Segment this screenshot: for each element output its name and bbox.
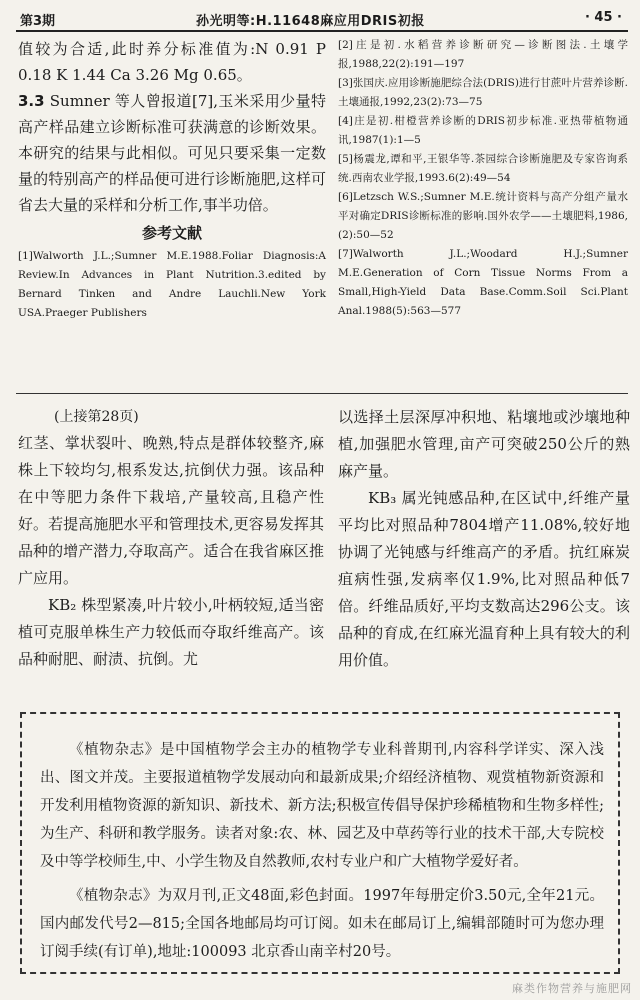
reference-item: [2]庄是初.水稻营养诊断研究—诊断图法.土壤学报,1988,22(2):191—197	[338, 39, 628, 70]
continued-note: (上接第28页)	[54, 409, 139, 425]
reference-item: [3]张国庆.应用诊断施肥综合法(DRIS)进行甘蔗叶片营养诊断.土壤通报,1992,23(2):73—75	[338, 77, 628, 108]
variety-paragraph: 红茎、掌状裂叶、晚熟,特点是群体较整齐,麻株上下较均匀,根系发达,抗倒伏力强。该品种在中等肥力条件下栽培,产量较高,且稳产性好。若提高施肥水平和管理技术,更容易发挥其品种的增产潜力,夺取高产。适合在我省麻区推广应用。	[18, 434, 324, 587]
variety-paragraph: 以选择土层深厚冲积地、粘壤地或沙壤地种植,加强肥水管理,亩产可突破250公斤的熟麻产量。	[338, 408, 630, 480]
lower-right-column	[338, 404, 630, 674]
running-title: 孙光明等:H.11648麻应用DRIS初报	[196, 14, 425, 29]
section-3-3	[18, 88, 326, 218]
section-divider	[16, 393, 628, 394]
notice-paragraph: 《植物杂志》是中国植物学会主办的植物学专业科普期刊,内容科学详实、深入浅出、图文并茂。主要报道植物学发展动向和最新成果;介绍经济植物、观赏植物新资源和开发利用植物资源的新知识、新技术、新方法;积极宣传倡导保护珍稀植物和生物多样性;为生产、科研和教学服务。读者对象:农、林、园艺及中草药等行业的技术干部,大专院校及中等学校师生,中、小学生物及自然教师,农村专业户和广大植物学爱好者。	[40, 742, 604, 870]
upper-right-column	[338, 36, 628, 321]
reference-item: [4]庄是初.柑橙营养诊断的DRIS初步标准.亚热带植物通讯,1987(1):1—5	[338, 115, 628, 146]
journal-notice-box	[20, 712, 620, 974]
notice-paragraph: 《植物杂志》为双月刊,正文48面,彩色封面。1997年每册定价3.50元,全年21元。国内邮发代号2—815;全国各地邮局均可订阅。如未在邮局订上,编辑部随时可为您办理订阅手续(有订单),地址:100093 北京香山南辛村20号。	[40, 888, 604, 960]
upper-left-column	[18, 36, 326, 323]
variety-paragraph: KB₃ 属光钝感品种,在区试中,纤维产量平均比对照品种7804增产11.08%,较好地协调了光钝感与纤维高产的矛盾。抗红麻炭疽病性强,发病率仅1.9%,比对照品种低7倍。纤维品质好,平均支数高达296公支。该品种的育成,在红麻光温育种上具有较大的利用价值。	[338, 489, 630, 669]
reference-item: [1]Walworth J.L.;Sumner M.E.1988.Foliar Diagnosis:A Review.In Advances in Plant Nutrition.3.edited by Bernard Tinken and Andre Lauchli.New York USA.Praeger Publishers	[18, 250, 326, 319]
site-watermark: 麻类作物营养与施肥网	[512, 982, 632, 995]
lower-left-column	[18, 404, 324, 673]
page-number: · 45 ·	[584, 10, 622, 25]
reference-item: [7]Walworth J.L.;Woodard H.J.;Sumner M.E.Generation of Corn Tissue Norms From a Small,High-Yield Data Base.Comm.Soil Sci.Plant Anal.1988(5):563—577	[338, 248, 628, 317]
references-heading: 参考文献	[141, 224, 202, 242]
reference-item: [6]Letzsch W.S.;Sumner M.E.统计资料与高产分组产量水平对确定DRIS诊断标准的影响.国外农学——土壤肥料,1986,(2):50—52	[338, 191, 628, 241]
page-header	[16, 6, 628, 32]
issue-label: 第3期	[20, 14, 56, 29]
reference-item: [5]杨震龙,谭和平,王银华等.茶园综合诊断施肥及专家咨询系统.西南农业学报,1993.6(2):49—54	[338, 153, 628, 184]
section-number: 3.3	[18, 92, 45, 110]
section-text: Sumner 等人曾报道[7],玉米采用少量特高产样品建立诊断标准可获满意的诊断效果。本研究的结果与此相似。可见只要采集一定数量的特别高产的样品便可进行诊断施肥,这样可省去大量的采样和分析工作,事半功倍。	[18, 92, 326, 214]
variety-paragraph: KB₂ 株型紧凑,叶片较小,叶柄较短,适当密植可克服单株生产力较低而夺取纤维高产。该品种耐肥、耐渍、抗倒。尤	[18, 596, 324, 668]
paragraph-continuation: 值较为合适,此时养分标准值为:N 0.91 P 0.18 K 1.44 Ca 3.26 Mg 0.65。	[18, 40, 326, 84]
